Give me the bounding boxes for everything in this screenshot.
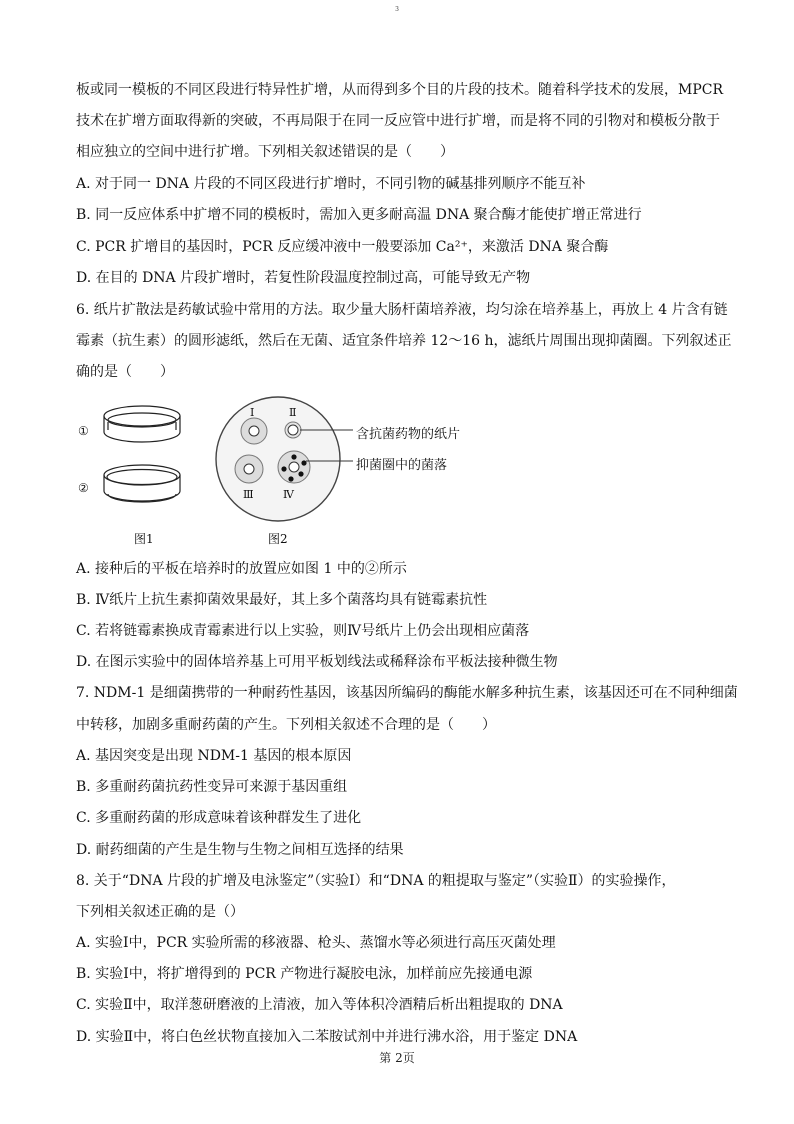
fig1-caption: 图1: [134, 532, 154, 546]
question-8-stem: 下列相关叙述正确的是（）: [76, 904, 244, 920]
text-line: 相应独立的空间中进行扩增。下列相关叙述错误的是（ ）: [76, 144, 454, 160]
option-d: D. 实验Ⅱ中，将白色丝状物直接加入二苯胺试剂中并进行沸水浴，用于鉴定 DNA: [76, 1029, 578, 1045]
colony-icon: [281, 466, 286, 471]
petri-dish-2-icon: [104, 465, 180, 502]
page-marker: 3: [395, 6, 399, 13]
disc-label-iii: Ⅲ: [243, 488, 254, 501]
option-a: A. 基因突变是出现 NDM-1 基因的根本原因: [76, 748, 352, 764]
disc-label-iv: Ⅳ: [283, 488, 294, 501]
paper-disc-ii-icon: [285, 422, 301, 438]
question-6-stem: 6. 纸片扩散法是药敏试验中常用的方法。取少量大肠杆菌培养液，均匀涂在培养基上，再放上 4 片含有链: [76, 302, 728, 318]
question-6-stem: 霉素（抗生素）的圆形滤纸，然后在无菌、适宜条件培养 12～16 h，滤纸片周围出现抑菌圈。下列叙述正: [76, 333, 732, 349]
option-b: B. Ⅳ纸片上抗生素抑菌效果最好，其上多个菌落均具有链霉素抗性: [76, 592, 488, 608]
question-8-stem: 8. 关于“DNA 片段的扩增及电泳鉴定”（实验Ⅰ）和“DNA 的粗提取与鉴定”（实验Ⅱ）的实验操作，: [76, 873, 676, 889]
legend-inhibition-colony: 抑菌圈中的菌落: [356, 458, 448, 473]
page-footer: 第 2页: [379, 1051, 415, 1065]
figure-2-agar-plate: [205, 395, 355, 525]
option-c: C. PCR 扩增目的基因时，PCR 反应缓冲液中一般要添加 Ca²⁺，来激活 DNA 聚合酶: [76, 239, 609, 255]
option-d: D. 在图示实验中的固体培养基上可用平板划线法或稀释涂布平板法接种微生物: [76, 654, 558, 670]
text-line: 板或同一模板的不同区段进行特异性扩增，从而得到多个目的片段的技术。随着科学技术的发展，MPCR: [76, 82, 724, 98]
fig1-item-2: ②: [78, 481, 89, 495]
option-b: B. 多重耐药菌抗药性变异可来源于基因重组: [76, 779, 348, 795]
colony-icon: [288, 476, 293, 481]
text-line: 技术在扩增方面取得新的突破，不再局限于在同一反应管中进行扩增，而是将不同的引物对和模板分散于: [76, 113, 720, 129]
option-d: D. 在目的 DNA 片段扩增时，若复性阶段温度控制过高，可能导致无产物: [76, 270, 531, 286]
figure-1-petri-dishes: [100, 402, 190, 522]
colony-icon: [291, 454, 296, 459]
question-6-stem: 确的是（ ）: [76, 364, 174, 380]
paper-disc-iii-icon: [235, 455, 263, 483]
option-c: C. 实验Ⅱ中，取洋葱研磨液的上清液，加入等体积冷酒精后析出粗提取的 DNA: [76, 997, 563, 1013]
paper-disc-i-icon: [241, 418, 267, 444]
disc-label-i: Ⅰ: [250, 406, 255, 419]
option-a: A. 对于同一 DNA 片段的不同区段进行扩增时，不同引物的碱基排列顺序不能互补: [76, 176, 586, 192]
option-c: C. 若将链霉素换成青霉素进行以上实验，则Ⅳ号纸片上仍会出现相应菌落: [76, 623, 530, 639]
paper-disc-iv-icon: [278, 451, 310, 483]
petri-dish-1-icon: [104, 406, 180, 442]
option-a: A. 实验Ⅰ中，PCR 实验所需的移液器、枪头、蒸馏水等必须进行高压灭菌处理: [76, 935, 556, 951]
option-d: D. 耐药细菌的产生是生物与生物之间相互选择的结果: [76, 842, 404, 858]
legend-antibiotic-paper: 含抗菌药物的纸片: [356, 427, 461, 442]
fig2-caption: 图2: [268, 532, 288, 546]
question-7-stem: 7. NDM-1 是细菌携带的一种耐药性基因，该基因所编码的酶能水解多种抗生素，该基因还可在不同种细菌: [76, 685, 738, 701]
colony-icon: [298, 471, 303, 476]
option-b: B. 实验Ⅰ中，将扩增得到的 PCR 产物进行凝胶电泳，加样前应先接通电源: [76, 966, 533, 982]
question-7-stem: 中转移，加剧多重耐药菌的产生。下列相关叙述不合理的是（ ）: [76, 717, 496, 733]
option-b: B. 同一反应体系中扩增不同的模板时，需加入更多耐高温 DNA 聚合酶才能使扩增正常进行: [76, 207, 642, 223]
agar-plate-icon: [216, 397, 340, 521]
fig1-item-1: ①: [78, 424, 89, 438]
option-a: A. 接种后的平板在培养时的放置应如图 1 中的②所示: [76, 561, 407, 577]
option-c: C. 多重耐药菌的形成意味着该种群发生了进化: [76, 810, 362, 826]
disc-label-ii: Ⅱ: [289, 406, 297, 419]
colony-icon: [301, 460, 306, 465]
